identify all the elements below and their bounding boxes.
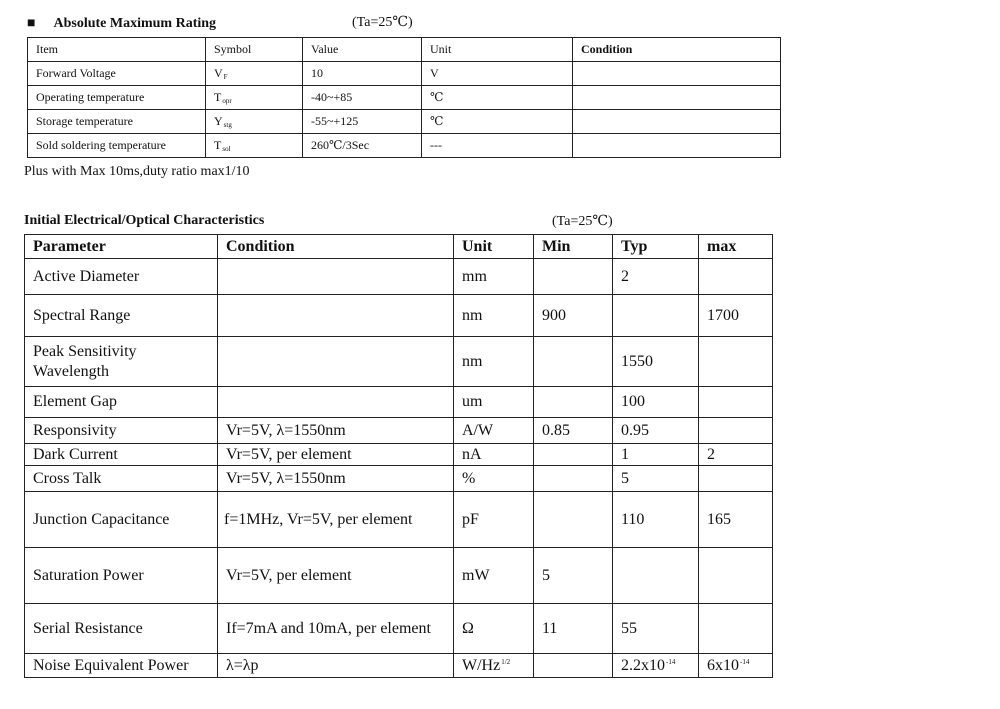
- min-cell: 5: [534, 548, 613, 604]
- condition-cell: Vr=5V, λ=1550nm: [218, 466, 454, 492]
- min-cell: 0.85: [534, 418, 613, 444]
- parameter-cell: Active Diameter: [25, 259, 218, 295]
- table-row: [28, 86, 781, 110]
- typ-cell: 1550: [613, 337, 699, 387]
- electrical-optical-characteristics-table: [24, 234, 773, 678]
- header-min: Min: [534, 235, 613, 259]
- symbol-cell: $T_{sol}$: [206, 134, 303, 158]
- table-row: [25, 418, 773, 444]
- max-cell: [699, 418, 773, 444]
- unit-cell: ℃: [422, 86, 573, 110]
- item-cell: Sold soldering temperature: [28, 134, 206, 158]
- unit-cell: A/W: [454, 418, 534, 444]
- header-item: Item: [28, 38, 206, 62]
- table-row: [28, 62, 781, 86]
- table-row: [25, 548, 773, 604]
- table-row: [25, 604, 773, 654]
- min-cell: [534, 387, 613, 418]
- min-cell: 11: [534, 604, 613, 654]
- table-row: [25, 337, 773, 387]
- condition-cell: Vr=5V, per element: [218, 444, 454, 466]
- max-cell: [699, 387, 773, 418]
- item-cell: Forward Voltage: [28, 62, 206, 86]
- header-unit: Unit: [422, 38, 573, 62]
- symbol-cell: $Y_{stg}$: [206, 110, 303, 134]
- section2-condition-note: (Ta=25℃): [552, 214, 613, 229]
- table-row: [25, 295, 773, 337]
- value-cell: 10: [303, 62, 422, 86]
- parameter-cell: Dark Current: [25, 444, 218, 466]
- condition-cell: [573, 134, 781, 158]
- unit-cell: mm: [454, 259, 534, 295]
- typ-cell: $2.2x10^{-14}$: [613, 654, 699, 678]
- table-row: [25, 259, 773, 295]
- item-cell: Operating temperature: [28, 86, 206, 110]
- unit-cell: ---: [422, 134, 573, 158]
- condition-cell: [218, 387, 454, 418]
- unit-cell: nm: [454, 295, 534, 337]
- max-cell: [699, 259, 773, 295]
- parameter-cell: Spectral Range: [25, 295, 218, 337]
- max-cell: [699, 337, 773, 387]
- header-typ: Typ: [613, 235, 699, 259]
- section1-heading: [27, 14, 216, 32]
- parameter-cell: Saturation Power: [25, 548, 218, 604]
- min-cell: [534, 444, 613, 466]
- condition-cell: Vr=5V, λ=1550nm: [218, 418, 454, 444]
- typ-cell: 0.95: [613, 418, 699, 444]
- parameter-cell: Peak Sensitivity Wavelength: [25, 337, 218, 387]
- condition-cell: f=1MHz, Vr=5V, per element: [218, 492, 454, 548]
- table-row: [28, 110, 781, 134]
- section1-footnote: Plus with Max 10ms,duty ratio max1/10: [24, 164, 250, 179]
- condition-cell: [573, 86, 781, 110]
- header-value: Value: [303, 38, 422, 62]
- condition-cell: [573, 110, 781, 134]
- value-cell: 260℃/3Sec: [303, 134, 422, 158]
- unit-cell: mW: [454, 548, 534, 604]
- unit-cell: pF: [454, 492, 534, 548]
- absolute-max-rating-table: [27, 37, 781, 158]
- condition-cell: [218, 337, 454, 387]
- header-unit: Unit: [454, 235, 534, 259]
- unit-cell: nm: [454, 337, 534, 387]
- min-cell: [534, 654, 613, 678]
- min-cell: [534, 259, 613, 295]
- typ-cell: [613, 295, 699, 337]
- max-cell: $6x10^{-14}$: [699, 654, 773, 678]
- item-cell: Storage temperature: [28, 110, 206, 134]
- table-row: [25, 492, 773, 548]
- typ-cell: 5: [613, 466, 699, 492]
- header-symbol: Symbol: [206, 38, 303, 62]
- unit-cell: V: [422, 62, 573, 86]
- unit-cell: Ω: [454, 604, 534, 654]
- symbol-cell: $V_F$: [206, 62, 303, 86]
- table-row: [28, 134, 781, 158]
- condition-cell: λ=λp: [218, 654, 454, 678]
- unit-cell: um: [454, 387, 534, 418]
- header-condition: Condition: [218, 235, 454, 259]
- value-cell: -55~+125: [303, 110, 422, 134]
- min-cell: [534, 466, 613, 492]
- table-header-row: [28, 38, 781, 62]
- max-cell: [699, 604, 773, 654]
- condition-cell: [218, 259, 454, 295]
- max-cell: 2: [699, 444, 773, 466]
- header-parameter: Parameter: [25, 235, 218, 259]
- max-cell: 165: [699, 492, 773, 548]
- typ-cell: 110: [613, 492, 699, 548]
- typ-cell: 2: [613, 259, 699, 295]
- typ-cell: [613, 548, 699, 604]
- max-cell: [699, 548, 773, 604]
- table-row: [25, 466, 773, 492]
- header-max: max: [699, 235, 773, 259]
- square-bullet-icon: ■: [27, 16, 36, 31]
- value-cell: -40~+85: [303, 86, 422, 110]
- parameter-cell: Junction Capacitance: [25, 492, 218, 548]
- parameter-cell: Noise Equivalent Power: [25, 654, 218, 678]
- unit-cell: %: [454, 466, 534, 492]
- section1-condition-note: (Ta=25℃): [352, 15, 413, 30]
- typ-cell: 55: [613, 604, 699, 654]
- table-row: [25, 444, 773, 466]
- parameter-cell: Serial Resistance: [25, 604, 218, 654]
- table-row: [25, 654, 773, 678]
- condition-cell: [573, 62, 781, 86]
- symbol-cell: $T_{opr}$: [206, 86, 303, 110]
- table-header-row: [25, 235, 773, 259]
- min-cell: [534, 337, 613, 387]
- max-cell: 1700: [699, 295, 773, 337]
- header-condition: Condition: [573, 38, 781, 62]
- min-cell: [534, 492, 613, 548]
- min-cell: 900: [534, 295, 613, 337]
- section2-title: Initial Electrical/Optical Characteristics: [24, 213, 265, 228]
- condition-cell: Vr=5V, per element: [218, 548, 454, 604]
- typ-cell: 100: [613, 387, 699, 418]
- typ-cell: 1: [613, 444, 699, 466]
- parameter-cell: Cross Talk: [25, 466, 218, 492]
- unit-cell: nA: [454, 444, 534, 466]
- parameter-cell: Element Gap: [25, 387, 218, 418]
- unit-cell: $W/Hz^{1/2}$: [454, 654, 534, 678]
- unit-cell: ℃: [422, 110, 573, 134]
- parameter-cell: Responsivity: [25, 418, 218, 444]
- table-row: [25, 387, 773, 418]
- condition-cell: [218, 295, 454, 337]
- max-cell: [699, 466, 773, 492]
- section1-title: Absolute Maximum Rating: [53, 16, 217, 31]
- condition-cell: If=7mA and 10mA, per element: [218, 604, 454, 654]
